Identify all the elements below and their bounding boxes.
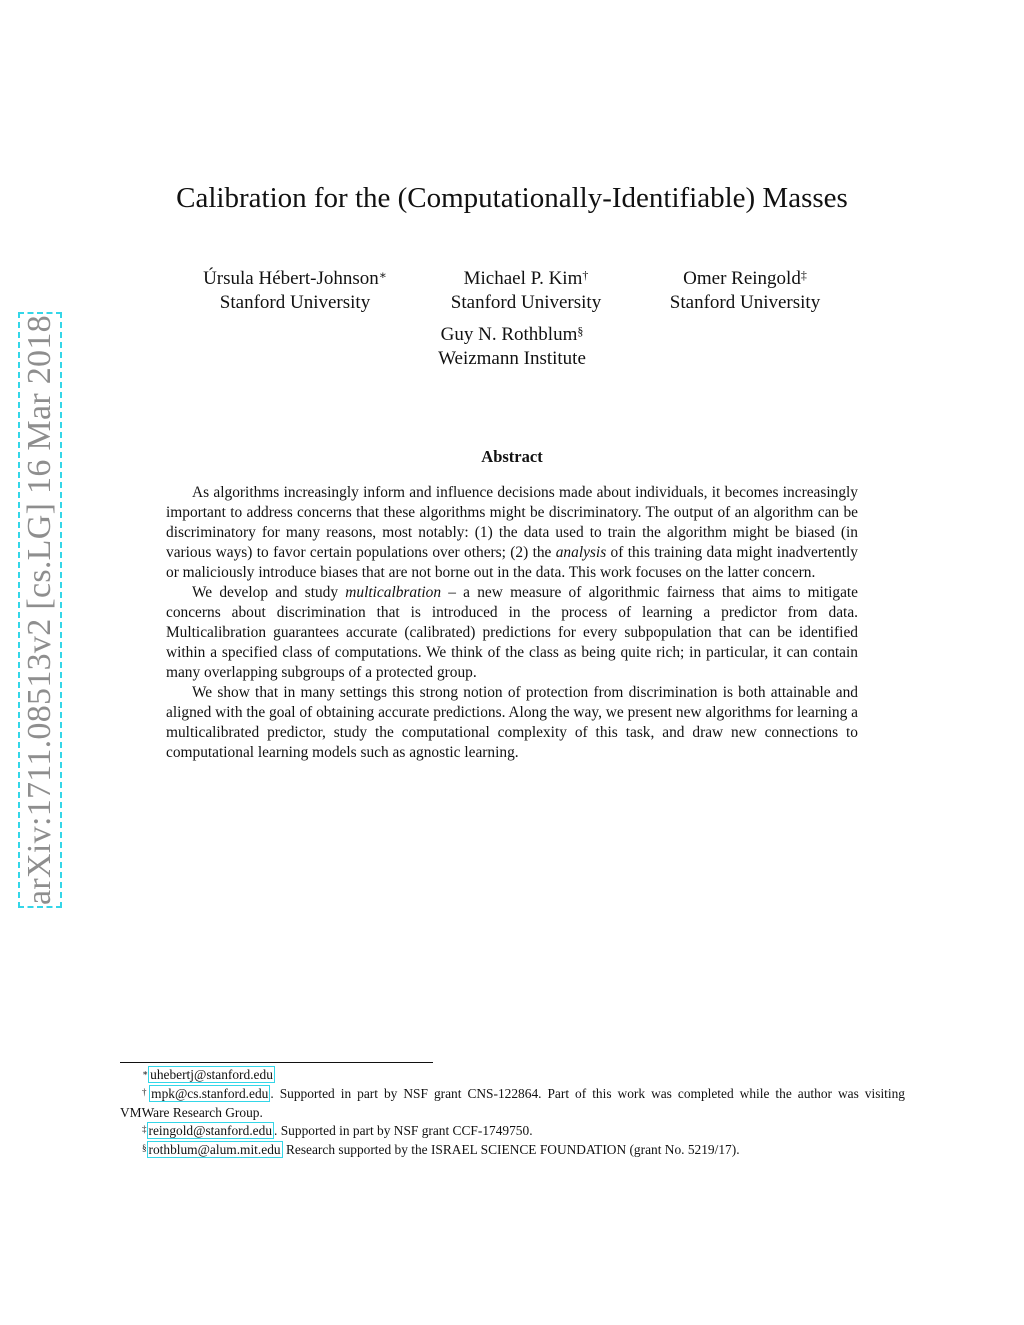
email-link[interactable]: rothblum@alum.mit.edu [148,1142,281,1158]
author-block [400,323,624,371]
arxiv-stamp-text: arXiv:1711.08513v2 [cs.LG] 16 Mar 2018 [21,315,58,905]
author-affiliation: Stanford University [219,292,371,313]
footnotes [120,1066,905,1160]
abstract-text: We develop and study [192,584,346,601]
author-affiliation: Stanford University [450,292,602,313]
abstract-paragraph [166,483,858,583]
author-name: Úrsula Hébert-Johnson [203,268,379,289]
footnote [120,1085,905,1123]
abstract-text: of this training data might inadvertently or maliciously introduce biases that are not borne out in the data. This work focuses on the latter concern. [166,544,858,581]
author-affiliation: Weizmann Institute [438,348,586,369]
abstract-text: – a new measure of algorithmic fairness that aims to mitigate concerns about discrimination that is introduced in the process of learning a predictor from data. Multicalibration guarantees accurate (calibrated) predictions for every subpopulation that can be identified within a specified class of computations. We think of the class as being quite rich; in particular, it can contain many overlapping subgroups of a protected group. [166,584,859,681]
footnote-text: . Supported in part by NSF grant CNS-122864. Part of this work was completed while the author was visiting VMWare Research Group. [120,1085,905,1120]
email-link[interactable]: reingold@stanford.edu [148,1123,273,1139]
footnote-text: . Supported in part by NSF grant CCF-1749750. [274,1123,533,1139]
footnote-mark: † [142,1086,150,1097]
author-affiliation: Stanford University [669,292,821,313]
footnote-mark: ∗ [142,1068,149,1078]
author-name: Michael P. Kim [463,268,583,289]
author-name: Omer Reingold [683,268,801,289]
abstract-body [166,483,858,763]
footnote-rule [120,1062,433,1063]
footnote [120,1122,905,1141]
abstract-text: As algorithms increasingly inform and influence decisions made about individuals, it becomes increasingly important to address concerns that these algorithms might be discriminatory. The output of an algorithm can be discriminatory for many reasons, most notably: (1) the data used to train the algorithm might be biased (in various ways) to favor certain populations over others; (2) the [166,484,858,561]
email-link[interactable]: mpk@cs.stanford.edu [151,1085,269,1101]
footnote-text: Research supported by the ISRAEL SCIENCE FOUNDATION (grant No. 5219/17). [282,1142,740,1158]
abstract-paragraph: We show that in many settings this strong notion of protection from discrimination is both attainable and aligned with the goal of obtaining accurate predictions. Along the way, we present new algorithms for learning a multicalibrated predictor, study the computational complexity of this task, and draw new connections to computational learning models such as agnostic learning. [166,684,858,761]
author-footnote-mark: § [577,324,584,338]
footnote-mark: § [142,1143,147,1154]
author-footnote-mark: ∗ [378,268,387,282]
arxiv-stamp [18,312,62,908]
paper-title: Calibration for the (Computationally-Identifiable) Masses [176,182,848,214]
footnote [120,1066,905,1085]
abstract-emphasis: analysis [555,544,607,561]
email-link[interactable]: uhebertj@stanford.edu [150,1067,273,1082]
abstract-heading: Abstract [481,447,543,466]
author-block [170,267,420,315]
author-block [640,267,850,315]
author-name: Guy N. Rothblum [440,324,578,345]
abstract-paragraph [166,583,858,683]
author-footnote-mark: ‡ [800,268,807,282]
author-block [410,267,642,315]
abstract-emphasis: multicalbration [345,584,442,601]
footnote [120,1141,905,1160]
footnote-mark: ‡ [142,1124,147,1135]
author-footnote-mark: † [582,268,589,282]
